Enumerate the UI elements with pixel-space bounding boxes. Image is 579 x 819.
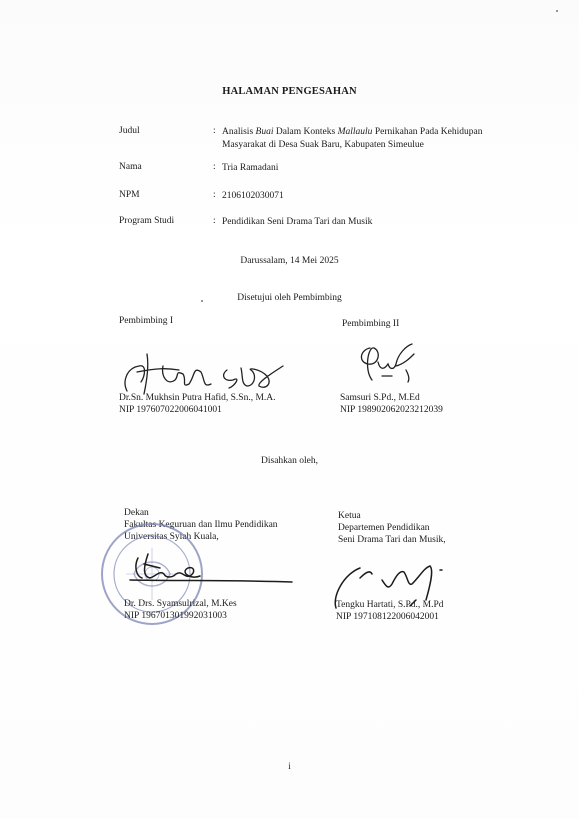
nama-value: Tria Ramadani bbox=[222, 163, 279, 173]
supervisor1-nip: NIP 197607022006041001 bbox=[119, 405, 222, 415]
dean-university: Universitas Syiah Kuala, bbox=[124, 532, 219, 542]
judul-line1-mid: Dalam Konteks bbox=[273, 127, 338, 137]
prodi-colon: : bbox=[213, 216, 216, 226]
supervisor2-nip: NIP 198902062023212039 bbox=[340, 405, 443, 415]
judul-value bbox=[222, 126, 522, 152]
head-title: Ketua bbox=[338, 511, 361, 521]
npm-label: NPM bbox=[119, 190, 140, 200]
nama-label: Nama bbox=[119, 162, 142, 172]
scan-speck bbox=[201, 300, 203, 302]
approved-by: Disetujui oleh Pembimbing bbox=[237, 293, 342, 303]
npm-value: 2106102030071 bbox=[222, 191, 284, 201]
judul-line2: Masyarakat di Desa Suak Baru, Kabupaten Simeulue bbox=[222, 140, 424, 150]
judul-italic-mallaulu: Mallaulu bbox=[337, 127, 373, 137]
dean-faculty: Fakultas Keguruan dan Ilmu Pendidikan bbox=[124, 520, 278, 530]
head-department: Departemen Pendidikan bbox=[338, 523, 430, 533]
supervisor1-role: Pembimbing I bbox=[119, 316, 174, 326]
supervisor2-signature bbox=[348, 340, 428, 390]
head-study-program: Seni Drama Tari dan Musik, bbox=[338, 535, 446, 545]
dean-name: Dr. Drs. Syamsulrizal, M.Kes bbox=[124, 599, 237, 609]
scan-speck bbox=[556, 10, 558, 12]
ratified-by: Disahkan oleh, bbox=[261, 456, 318, 466]
head-name: Tengku Hartati, S.Pd., M.Pd bbox=[336, 600, 444, 610]
supervisor2-role: Pembimbing II bbox=[342, 319, 400, 329]
prodi-value: Pendidikan Seni Drama Tari dan Musik bbox=[222, 217, 373, 227]
supervisor1-signature bbox=[117, 346, 292, 398]
supervisor2-name: Samsuri S.Pd., M.Ed bbox=[340, 393, 420, 403]
judul-colon: : bbox=[213, 126, 216, 136]
judul-line1-post: Pernikahan Pada Kehidupan bbox=[372, 127, 483, 137]
page-number: i bbox=[288, 761, 291, 771]
supervisor1-name: Dr.Sn. Mukhsin Putra Hafid, S.Sn., M.A. bbox=[119, 393, 276, 403]
prodi-label: Program Studi bbox=[119, 216, 175, 226]
dean-nip: NIP 196701301992031003 bbox=[124, 611, 227, 621]
judul-label: Judul bbox=[119, 126, 140, 136]
place-date: Darussalam, 14 Mei 2025 bbox=[240, 256, 339, 266]
dean-signature bbox=[120, 548, 295, 593]
head-nip: NIP 197108122006042001 bbox=[336, 612, 439, 622]
judul-italic-buai: Buai bbox=[255, 127, 274, 137]
judul-line1-pre: Analisis bbox=[222, 127, 256, 137]
page-title: HALAMAN PENGESAHAN bbox=[222, 86, 357, 97]
nama-colon: : bbox=[213, 162, 216, 172]
dean-title: Dekan bbox=[124, 508, 149, 518]
npm-colon: : bbox=[213, 190, 216, 200]
